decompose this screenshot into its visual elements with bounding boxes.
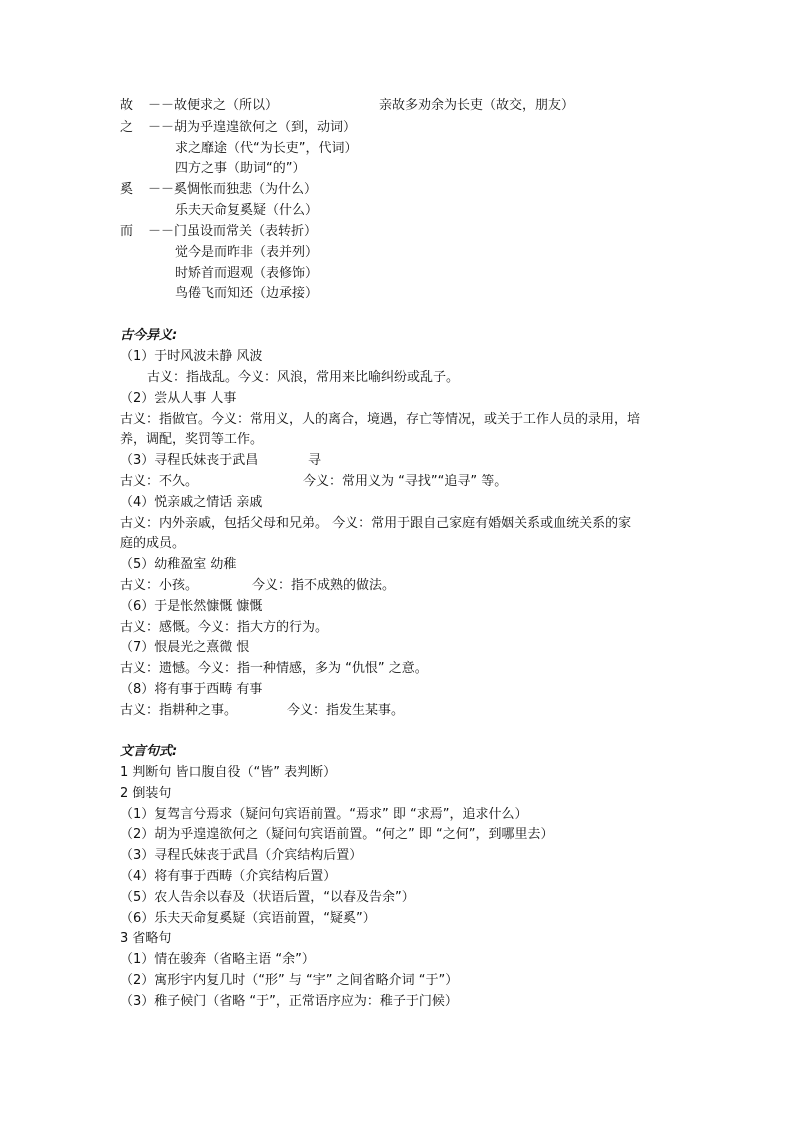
usage-text: 鸟倦飞而知还（边承接） <box>175 286 319 301</box>
entry-title: （1）于时风波未静 风波 <box>120 349 263 364</box>
ancient-meaning: 古义：小孩。 <box>120 578 199 593</box>
pattern-line: 2 倒装句 <box>120 786 172 801</box>
usage-text: 求之靡途（代“为长吏”，代词） <box>175 141 358 156</box>
section-heading: 古今异义: <box>120 328 178 343</box>
entry-text: 古义：指战乱。今义：风浪，常用来比喻纠纷或乱子。 <box>147 370 460 385</box>
section-heading: 文言句式: <box>120 744 178 759</box>
pattern-line: （4）将有事于西畴（介宾结构后置） <box>120 869 337 884</box>
pattern-line: （1）情在骏奔（省略主语 “余”） <box>120 952 315 967</box>
entry-text: 养，调配，奖罚等工作。 <box>120 432 264 447</box>
function-word-row <box>120 222 318 242</box>
function-word-char: 之 <box>120 120 134 135</box>
function-word-row <box>120 180 318 200</box>
entry-title <box>120 451 322 471</box>
entry-text <box>120 701 405 721</box>
entry-text: 古义：感慨。今义：指大方的行为。 <box>120 620 329 635</box>
pattern-line: （3）寻程氏妹丧于武昌（介宾结构后置） <box>120 848 363 863</box>
entry-title: （2）尝从人事 人事 <box>120 391 237 406</box>
usage-text: －－胡为乎遑遑欲何之（到，动词） <box>148 120 357 135</box>
usage-text: 觉今是而昨非（表并列） <box>175 245 319 260</box>
entry-title: （4）悦亲戚之情话 亲戚 <box>120 495 263 510</box>
ancient-meaning: 古义：不久。 <box>120 474 199 489</box>
pattern-line: （6）乐夫天命复奚疑（宾语前置，“疑奚”） <box>120 911 376 926</box>
entry-text <box>120 576 396 596</box>
entry-text <box>120 472 508 492</box>
usage-text: －－奚惆怅而独悲（为什么） <box>148 182 318 197</box>
function-word-char: 而 <box>120 224 134 239</box>
usage-text: －－门虽设而常关（表转折） <box>148 224 318 239</box>
usage-text: －－故便求之（所以） <box>148 98 279 113</box>
entry-title-text: （3）寻程氏妹丧于武昌 <box>120 453 259 468</box>
usage-text: 亲故多劝余为长吏（故交，朋友） <box>379 98 575 113</box>
modern-meaning: 今义：常用义为 “寻找”“追寻” 等。 <box>303 474 508 489</box>
usage-text: 乐夫天命复奚疑（什么） <box>175 203 319 218</box>
function-word-row <box>120 96 575 116</box>
entry-text: 古义：内外亲戚，包括父母和兄弟。 今义：常用于跟自己家庭有婚姻关系或血统关系的家 <box>120 516 632 531</box>
entry-text: 古义：遗憾。今义：指一种情感，多为 “仇恨” 之意。 <box>120 661 428 676</box>
usage-text: 时矫首而遐观（表修饰） <box>175 266 319 281</box>
modern-meaning: 今义：指发生某事。 <box>287 703 405 718</box>
entry-title: （8）将有事于西畴 有事 <box>120 682 263 697</box>
pattern-line: （3）稚子候门（省略 “于”，正常语序应为：稚子于门候） <box>120 994 458 1009</box>
pattern-line: （5）农人告余以春及（状语后置，“以春及告余”） <box>120 890 415 905</box>
ancient-meaning: 古义：指耕种之事。 <box>120 703 238 718</box>
function-word-row <box>120 118 357 138</box>
function-word-char: 奚 <box>120 182 134 197</box>
pattern-line: （2）寓形宇内复几时（“形” 与 “宇” 之间省略介词 “于”） <box>120 973 459 988</box>
function-word-char: 故 <box>120 98 134 113</box>
entry-text: 古义：指做官。今义：常用义，人的离合，境遇，存亡等情况，或关于工作人员的录用，培 <box>120 412 641 427</box>
entry-title: （5）幼稚盈室 幼稚 <box>120 557 237 572</box>
entry-text: 庭的成员。 <box>120 536 186 551</box>
pattern-line: （2）胡为乎遑遑欲何之（疑问句宾语前置。“何之” 即 “之何”，到哪里去） <box>120 827 554 842</box>
usage-text: 四方之事（助词“的”） <box>175 161 306 176</box>
pattern-line: 3 省略句 <box>120 931 172 946</box>
modern-meaning: 今义：指不成熟的做法。 <box>252 578 396 593</box>
pattern-line: （1）复驾言兮焉求（疑问句宾语前置。“焉求” 即 “求焉”，追求什么） <box>120 807 528 822</box>
entry-keyword: 寻 <box>308 453 322 468</box>
entry-title: （6）于是怅然慷慨 慷慨 <box>120 599 263 614</box>
pattern-line: 1 判断句 皆口腹自役（“皆” 表判断） <box>120 765 337 780</box>
entry-title: （7）恨晨光之熹微 恨 <box>120 640 250 655</box>
